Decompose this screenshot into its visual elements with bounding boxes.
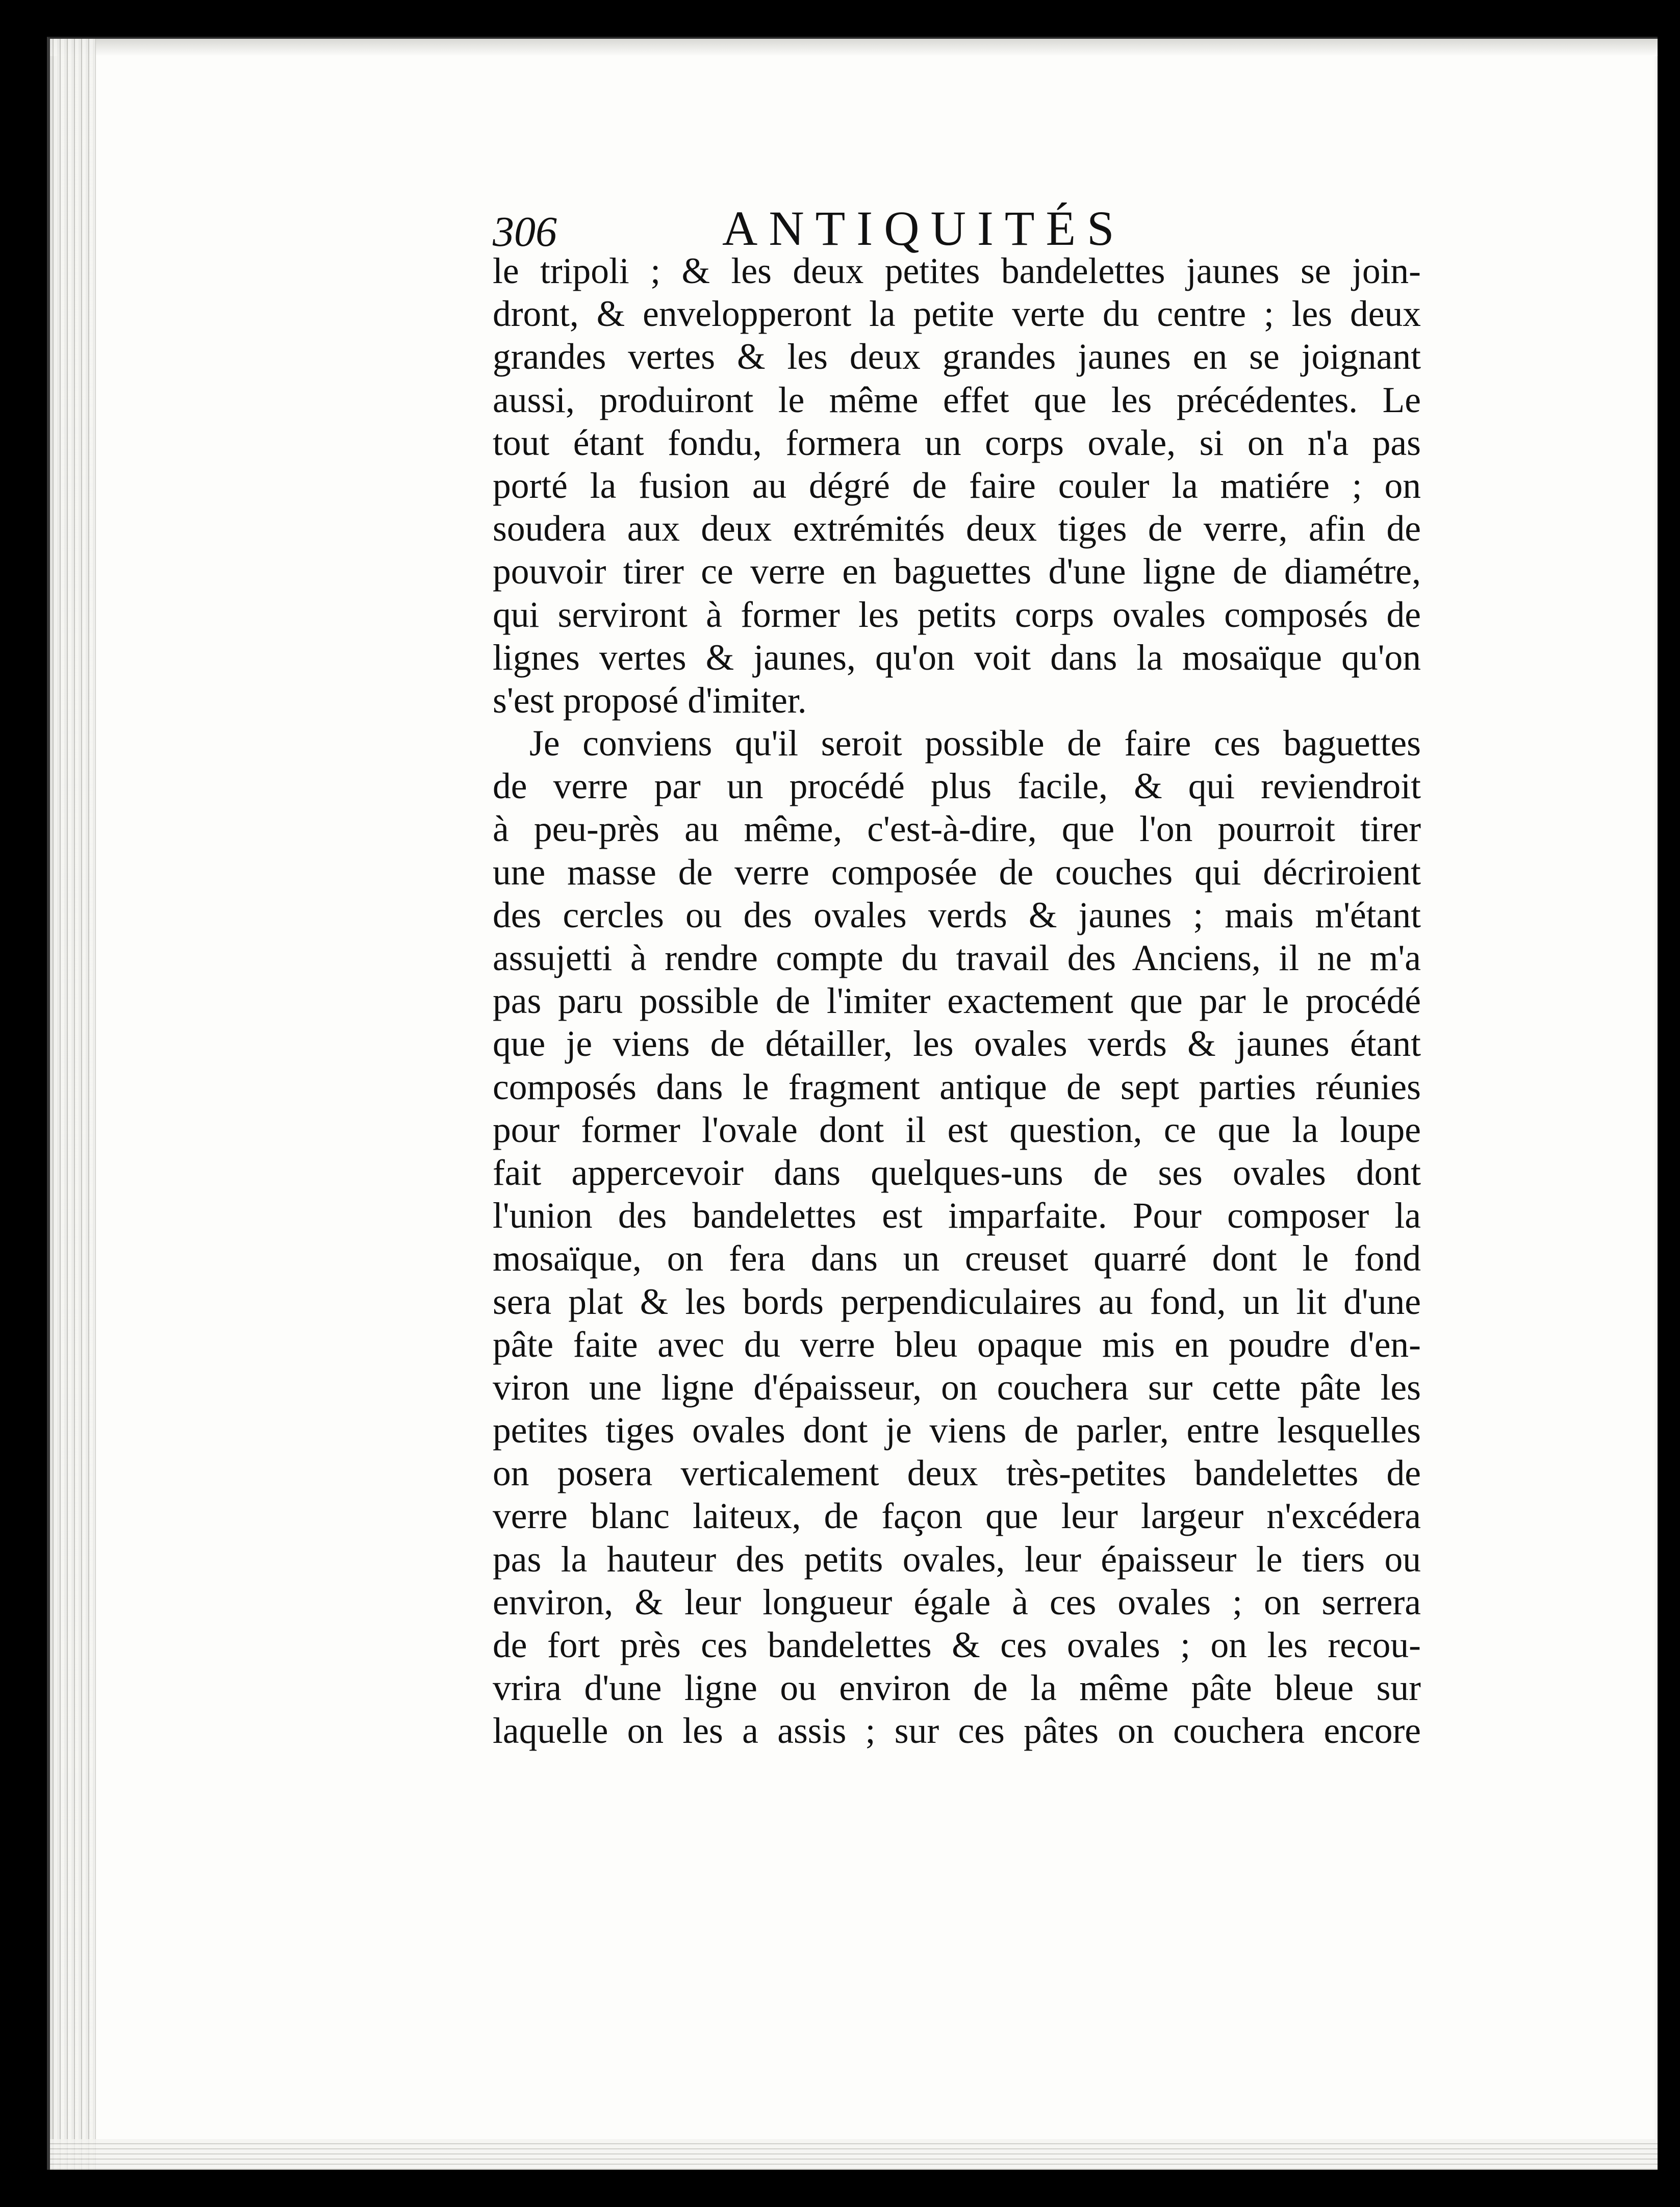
text-line: soudera aux deux extrémités deux tiges de verre, afin de — [493, 509, 1421, 549]
text-line: le tripoli ; & les deux petites bandelettes jaunes se join- — [493, 251, 1421, 291]
text-line: vrira d'une ligne ou environ de la même pâte bleue sur — [493, 1668, 1421, 1709]
text-line: pouvoir tirer ce verre en baguettes d'une ligne de diamétre, — [493, 551, 1421, 592]
text-line: laquelle on les a assis ; sur ces pâtes on couchera encore — [493, 1711, 1421, 1752]
text-line: de verre par un procédé plus facile, & qui reviendroit — [493, 766, 1421, 807]
text-line: que je viens de détailler, les ovales verds & jaunes étant — [493, 1024, 1421, 1064]
text-line: des cercles ou des ovales verds & jaunes ; mais m'étant — [493, 895, 1421, 935]
text-line: viron une ligne d'épaisseur, on couchera sur cette pâte les — [493, 1367, 1421, 1408]
text-line: à peu-près au même, c'est-à-dire, que l'on pourroit tirer — [493, 809, 1421, 850]
text-line: mosaïque, on fera dans un creuset quarré dont le fond — [493, 1238, 1421, 1279]
text-line: petites tiges ovales dont je viens de parler, entre lesquelles — [493, 1410, 1421, 1451]
page-top-edge — [50, 39, 1658, 56]
text-line: aussi, produiront le même effet que les précédentes. Le — [493, 379, 1421, 420]
body-text — [493, 250, 1421, 1753]
page-number: 306 — [493, 208, 557, 256]
text-line: pour former l'ovale dont il est question, ce que la loupe — [493, 1109, 1421, 1150]
text-line: s'est proposé d'imiter. — [493, 680, 807, 721]
page-left-edge — [50, 39, 96, 2170]
text-line: fait appercevoir dans quelques-uns de ses ovales dont — [493, 1152, 1421, 1193]
text-line: sera plat & les bords perpendiculaires au fond, un lit d'une — [493, 1281, 1421, 1322]
text-line: pas la hauteur des petits ovales, leur épaisseur le tiers ou — [493, 1539, 1421, 1580]
text-line: assujetti à rendre compte du travail des Anciens, il ne m'a — [493, 938, 1421, 978]
text-line: lignes vertes & jaunes, qu'on voit dans la mosaïque qu'on — [493, 637, 1421, 678]
text-line: grandes vertes & les deux grandes jaunes en se joignant — [493, 337, 1421, 377]
text-line: verre blanc laiteux, de façon que leur largeur n'excédera — [493, 1496, 1421, 1537]
text-line: porté la fusion au dégré de faire couler la matiére ; on — [493, 465, 1421, 506]
text-line: pâte faite avec du verre bleu opaque mis en poudre d'en- — [493, 1324, 1421, 1365]
text-line: environ, & leur longueur égale à ces ovales ; on serrera — [493, 1582, 1421, 1622]
text-line: qui serviront à former les petits corps ovales composés de — [493, 594, 1421, 635]
text-line: une masse de verre composée de couches qui décriroient — [493, 852, 1421, 893]
text-line: de fort près ces bandelettes & ces ovales ; on les recou- — [493, 1625, 1421, 1665]
text-line: tout étant fondu, formera un corps ovale, si on n'a pas — [493, 422, 1421, 463]
running-title: ANTIQUITÉS — [722, 201, 1126, 256]
text-line: pas paru possible de l'imiter exactement que par le procédé — [493, 981, 1421, 1022]
text-line: dront, & envelopperont la petite verte du centre ; les deux — [493, 294, 1421, 335]
text-line: composés dans le fragment antique de sept parties réunies — [493, 1067, 1421, 1107]
page-bottom-edge — [50, 2139, 1658, 2170]
paragraph-first-line: Je conviens qu'il seroit possible de faire ces baguettes — [529, 723, 1421, 764]
text-line: on posera verticalement deux très-petites bandelettes de — [493, 1453, 1421, 1494]
text-line: l'union des bandelettes est imparfaite. Pour composer la — [493, 1196, 1421, 1236]
